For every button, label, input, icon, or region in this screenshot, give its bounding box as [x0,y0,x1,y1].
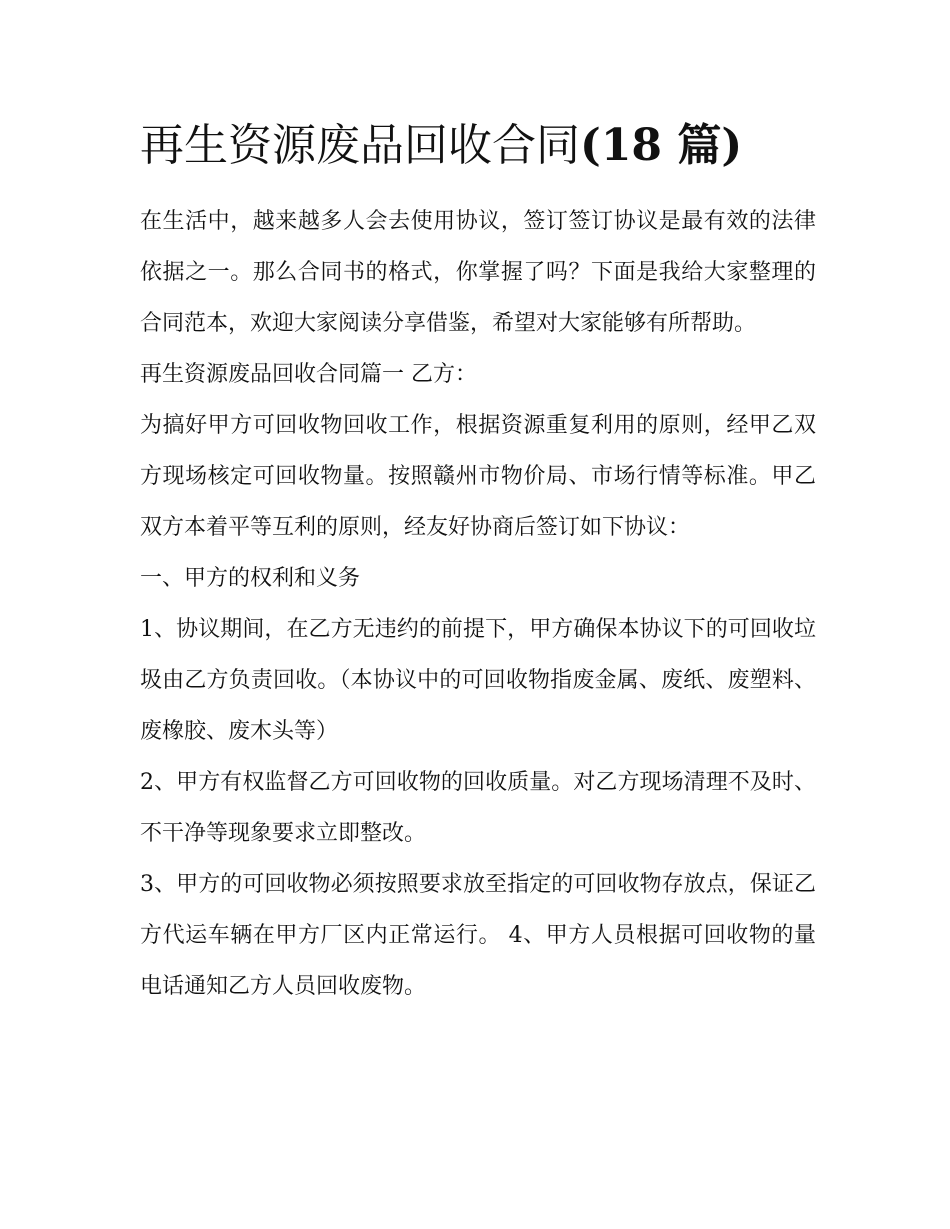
section-heading-part-one: 再生资源废品回收合同篇一 乙方： [140,362,477,387]
document-body [140,196,816,1012]
clause-3-4: 3、甲方的可回收物必须按照要求放至指定的可回收物存放点，保证乙方代运车辆在甲方厂区内正常运行。 4、甲方人员根据可回收物的量电话通知乙方人员回收废物。 [140,872,816,999]
intro-paragraph: 在生活中，越来越多人会去使用协议，签订签订协议是最有效的法律依据之一。那么合同书的格式，你掌握了吗？下面是我给大家整理的合同范本，欢迎大家阅读分享借鉴，希望对大家能够有所帮助。 [140,209,816,336]
title-main-text: 再生资源废品回收合同 [140,120,580,171]
document-title [140,110,840,182]
clause-2: 2、甲方有权监督乙方可回收物的回收质量。对乙方现场清理不及时、不干净等现象要求立即整改。 [140,770,816,846]
preamble-paragraph: 为搞好甲方可回收物回收工作，根据资源重复利用的原则，经甲乙双方现场核定可回收物量。按照赣州市物价局、市场行情等标准。甲乙双方本着平等互利的原则，经友好协商后签订如下协议： [140,413,816,540]
clause-1: 1、协议期间，在乙方无违约的前提下，甲方确保本协议下的可回收垃圾由乙方负责回收。（本协议中的可回收物指废金属、废纸、废塑料、废橡胶、废木头等） [140,617,816,744]
title-suffix: (18 篇) [580,120,743,171]
clause-heading-party-a: 一、甲方的权利和义务 [140,566,361,591]
